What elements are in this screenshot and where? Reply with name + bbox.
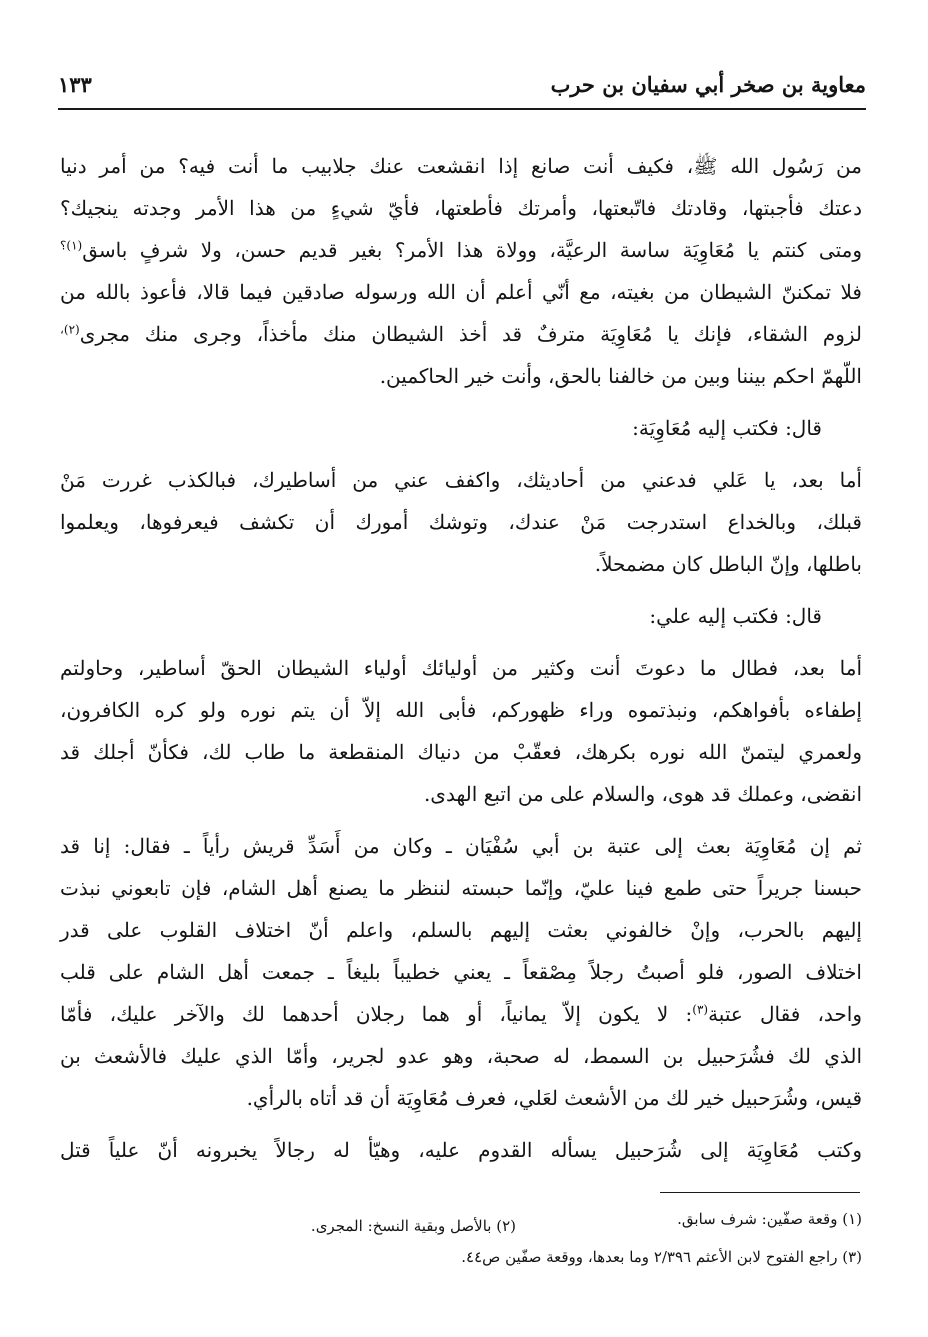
text-line-1: من رَسُول الله ﷺ، فكيف أنت صانع إذا انقشعت عنك جلابيب ما أنت فيه؟ من أمر دنيا — [60, 154, 862, 178]
text-line-8: أما بعد، يا عَلي فدعني من أحاديثك، واكفف عني من أساطيرك، فبالكذب غررت مَنْ — [60, 468, 862, 492]
text-line-19: اختلاف الصور، فلو أصبتُ رجلاً مِصْقعاً ـ يعني خطيباً بليغاً ـ جمعت أهل الشام على قلب — [60, 960, 862, 984]
running-header — [58, 68, 866, 110]
text-line-20-content-b: : لا يكون إلاّ يمانياً، أو هما رجلان أحدهما لك والآخر عليك، فأمّا — [60, 1002, 693, 1026]
text-line-4: فلا تمكننّ الشيطان من بغيته، مع أنّي أعلم أن الله ورسوله صادقين فيما قالا، فأعوذ بالله من — [60, 280, 862, 304]
text-line-15: انقضى، وعملك قد هوى، والسلام على من اتبع الهدى. — [423, 782, 862, 806]
text-line-6: اللّهمّ احكم بيننا وبين من خالفنا بالحق، وأنت خير الحاكمين. — [379, 364, 862, 388]
text-line-12: أما بعد، فطال ما دعوتَ أنت وكثير من أوليائك أولياء الشيطان الحقّ أساطير، وحاولتم — [60, 656, 862, 680]
text-line-9: قبلك، وبالخداع استدرجت مَنْ عندك، وتوشك أمورك أن تكشف فيعرفوها، ويعلموا — [60, 510, 862, 534]
footnote-3: (٣) راجع الفتوح لابن الأعثم ٢/٣٩٦ وما بعدها، ووقعة صفّين ص٤٤. — [461, 1248, 862, 1266]
page-number: ١٣٣ — [58, 72, 92, 97]
text-line-22: قيس، وشُرَحبيل خير لك من الأشعث لعَلي، فعرف مُعَاوِيَة أن قد أتاه بالرأي. — [246, 1086, 862, 1110]
footnote-2: (٢) بالأصل وبقية النسخ: المجرى. — [310, 1217, 516, 1235]
text-line-7: قال: فكتب إليه مُعَاوِيَة: — [632, 416, 822, 440]
text-line-10: باطلها، وإنّ الباطل كان مضمحلاً. — [594, 552, 862, 576]
footnote-ref-1: (١)؟ — [60, 238, 83, 253]
text-line-16: ثم إن مُعَاوِيَة بعث إلى عتبة بن أبي سُفْيَان ـ وكان من أَسَدِّ قريش رأياً ـ فقال: إنا قد — [60, 834, 862, 858]
text-line-20-content-a: واحد، فقال عتبة — [708, 1002, 862, 1026]
text-line-2: دعتك فأجبتها، وقادتك فاتّبعتها، وأمرتك فأطعتها، فأيّ شيءٍ من هذا الأمر وجدته ينجيك؟ — [60, 196, 862, 220]
footnote-1: (١) وقعة صفّين: شرف سابق. — [677, 1210, 862, 1228]
text-line-18: إليهم بالحرب، وإنْ خالفوني بعثت إليهم بالسلم، واعلم أنّ اختلاف القلوب على قدر — [60, 918, 862, 942]
text-line-21: الذي لك فشُرَحبيل بن السمط، له صحبة، وهو عدو لجرير، وأمّا الذي عليك فالأشعث بن — [60, 1044, 862, 1068]
footnote-divider — [660, 1192, 860, 1193]
footnote-ref-3: (٣) — [692, 1002, 709, 1017]
text-line-14: ولعمري ليتمنّ الله نوره بكرهك، فعقّبْ من دنياك المنقطعة ما طاب لك، فكأنّ أجلك قد — [60, 740, 862, 764]
text-line-3-content: ومتى كنتم يا مُعَاوِيَة ساسة الرعيَّة، وولاة هذا الأمر؟ بغير قديم حسن، ولا شرفٍ باسق — [82, 238, 862, 262]
text-line-11: قال: فكتب إليه علي: — [649, 604, 822, 628]
text-line-5-content: لزوم الشقاء، فإنك يا مُعَاوِيَة مترفٌ قد أخذ الشيطان منك مأخذاً، وجرى منك مجرى — [79, 322, 862, 346]
text-line-13: إطفاءه بأفواهكم، ونبذتموه وراء ظهوركم، فأبى الله إلاّ أن يتم نوره ولو كره الكافرون، — [60, 698, 862, 722]
text-line-23: وكتب مُعَاوِيَة إلى شُرَحبيل يسأله القدوم عليه، وهيّأ له رجالاً يخبرونه أنّ علياً قتل — [60, 1138, 862, 1162]
text-line-20 — [60, 1000, 862, 1028]
text-line-3 — [60, 236, 862, 264]
text-line-5 — [60, 320, 862, 348]
text-line-17: حبسنا جريراً حتى طمع فينا عليّ، وإنّما حبسته لننظر ما يصنع أهل الشام، فإن تابعوني نبذت — [60, 876, 862, 900]
footnote-ref-2: (٢)، — [60, 322, 80, 337]
chapter-title: معاوية بن صخر أبي سفيان بن حرب — [550, 72, 866, 97]
